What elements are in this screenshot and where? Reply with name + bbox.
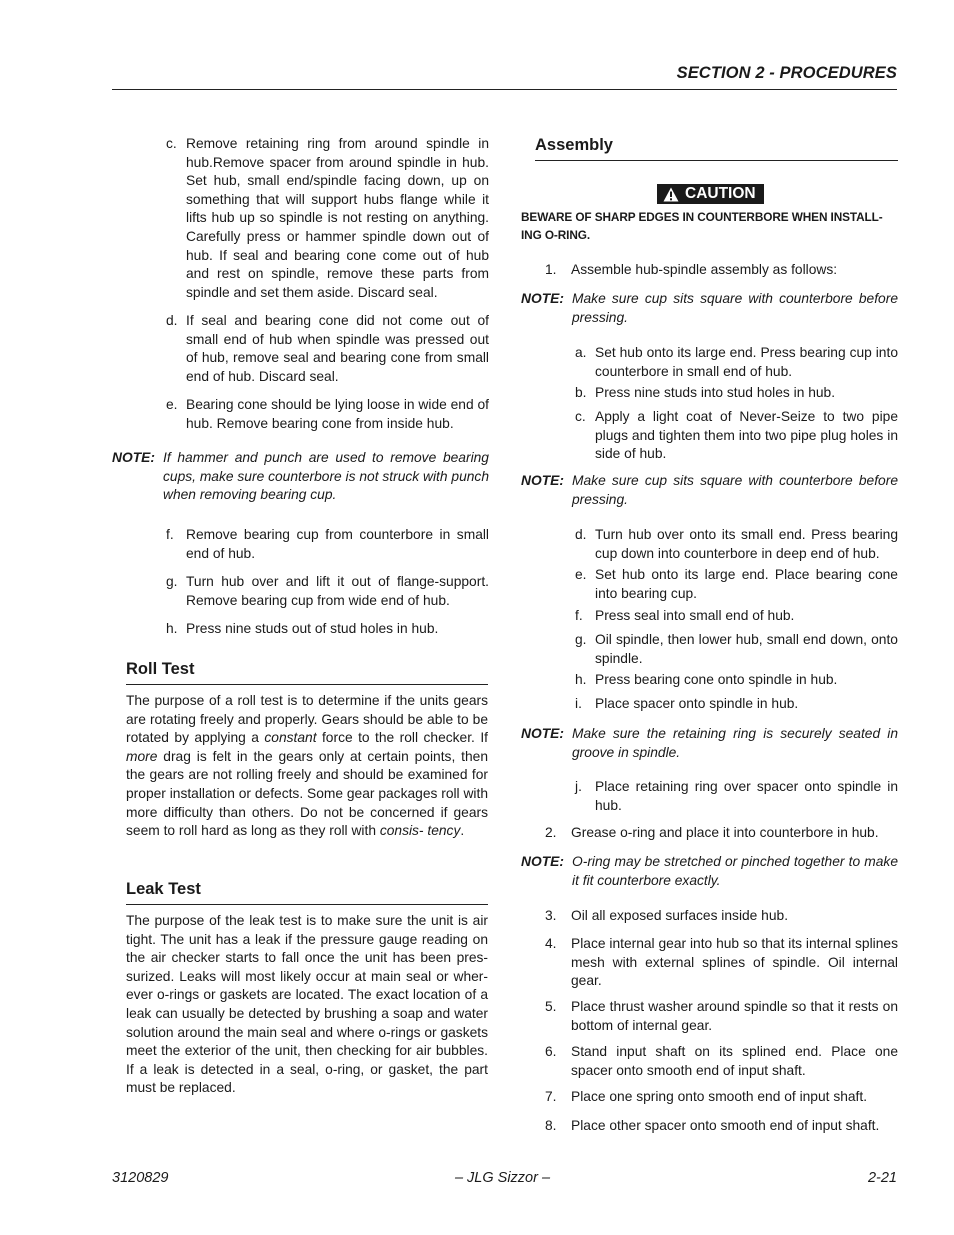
list-item [575,408,898,464]
list-text: Turn hub over onto its small end. Press bearing cup down into counterbore in deep end of hub. [595,527,898,561]
list-item [575,526,898,563]
list-item [166,526,489,563]
list-item [545,935,898,991]
list-marker: 7. [545,1089,557,1104]
list-item [545,1117,898,1136]
list-item [575,695,898,714]
roll-test-heading: Roll Test [126,660,488,685]
list-text: Stand input shaft on its splined end. Place one spacer onto smooth end of input shaft. [571,1044,898,1078]
assembly-heading: Assembly [535,136,898,161]
note [521,725,898,762]
list-marker: f. [575,608,583,623]
note [112,449,489,505]
warning-triangle-icon [663,187,679,202]
note [521,853,898,890]
list-text: Place one spring onto smooth end of input shaft. [571,1089,868,1104]
list-item [545,1043,898,1080]
list-item [545,261,898,280]
list-text: Place retaining ring over spacer onto spindle in hub. [595,779,898,813]
list-text: Place other spacer onto smooth end of input shaft. [571,1118,880,1133]
list-item [166,620,489,639]
list-marker: 8. [545,1118,557,1133]
note-text: Make sure the retaining ring is securely seated in groove in spindle. [572,726,898,760]
roll-test-text-3: drag is felt in the gears only at certain points, then the gears are not rolling freely and should be examined for proper installation or defects. Some gear packages roll with more difficulty than others. Do not be concerned if gears seem to roll hard as long as they roll with [126,748,488,839]
list-marker: c. [575,409,586,424]
list-marker: e. [166,397,178,412]
list-item [575,671,898,690]
note-label: NOTE: [521,473,564,488]
roll-test-text-2: force to the roll checker. If [316,730,488,746]
list-item [575,631,898,668]
list-item [575,566,898,603]
list-item [166,573,489,610]
list-marker: g. [575,632,587,647]
list-text: Oil spindle, then lower hub, small end down, onto spindle. [595,632,898,666]
roll-test-paragraph [126,692,488,841]
note-label: NOTE: [521,726,564,741]
list-marker: d. [575,527,587,542]
list-text: Press nine studs into stud holes in hub. [595,385,836,400]
list-marker: h. [166,621,178,636]
footer-title: – JLG Sizzor – [454,1170,551,1186]
list-text: If seal and bearing cone did not come out of small end of hub when spindle was pressed out of hub, remove seal and bearing cone from small end of hub. Discard seal. [186,313,489,384]
list-text: Place spacer onto spindle in hub. [595,696,799,711]
leak-test-heading: Leak Test [126,880,488,905]
caution-label: CAUTION [685,185,756,202]
note-label: NOTE: [521,854,564,869]
list-text: Turn hub over and lift it out of flange-support. Remove bearing cup from wide end of hub. [186,574,489,608]
list-text: Press bearing cone onto spindle in hub. [595,672,838,687]
footer-doc-number: 3120829 [112,1170,169,1186]
list-text: Set hub onto its large end. Press bearing cup into counterbore in small end of hub. [595,345,898,379]
list-text: Oil all exposed surfaces inside hub. [571,908,789,923]
roll-test-emphasis-2: more [126,748,158,764]
note-label: NOTE: [521,291,564,306]
list-item [545,824,898,843]
list-item [166,135,489,302]
roll-test-emphasis-3: consis- tency [379,823,461,839]
list-text: Grease o-ring and place it into counterbore in hub. [571,825,879,840]
caution-badge [657,184,764,204]
list-item [575,384,898,403]
note-label: NOTE: [112,450,155,465]
list-item [545,998,898,1035]
list-text: Set hub onto its large end. Place bearing cone into bearing cup. [595,567,898,601]
list-marker: j. [575,779,582,794]
list-text: Press seal into small end of hub. [595,608,795,623]
list-marker: 4. [545,936,557,951]
list-text: Bearing cone should be lying loose in wide end of hub. Remove bearing cone from inside hub. [186,397,489,431]
list-text: Apply a light coat of Never-Seize to two pipe plugs and tighten them into two pipe plug holes in side of hub. [595,409,898,462]
list-marker: e. [575,567,587,582]
list-item [575,344,898,381]
list-marker: 2. [545,825,557,840]
list-text: Place internal gear into hub so that its internal splines mesh with external splines of spindle. Oil internal gear. [571,936,898,989]
leak-test-paragraph: The purpose of the leak test is to make sure the unit is air tight. The unit has a leak if the pressure gauge reading on the air checker starts to fall once the unit has been pres- surized. Leaks will most likely occur at main seal or wher- ever o-rings or gaskets are located. The exact location of a leak can usually be detected by brushing a soap and water solution around the main seal and where o-rings or gaskets meet the exterior of the unit, then checking for air bubbles. If a leak is detected in a seal, o-ring, or gasket, the part must be replaced. [126,913,488,1096]
list-marker: g. [166,574,178,589]
note-text: Make sure cup sits square with counterbore before pressing. [572,473,898,507]
list-text: Remove bearing cup from counterbore in small end of hub. [186,527,489,561]
note [521,472,898,509]
note-text: O-ring may be stretched or pinched together to make it fit counterbore exactly. [572,854,898,888]
list-item [166,396,489,433]
list-marker: 5. [545,999,557,1014]
list-marker: c. [166,136,177,151]
list-marker: b. [575,385,587,400]
list-text: Remove retaining ring from around spindle in hub.Remove spacer from around spindle in hub. Set hub, small end/spindle facing down, up on something that will support hubs flange while it lifts hub up so spindle is not resting on anything. Carefully press or hammer spindle down out of hub. If seal and bearing cone come out of hub and rest on spindle, remove these parts from spindle and set them aside. Discard seal. [186,136,489,300]
note [521,290,898,327]
list-marker: 6. [545,1044,557,1059]
list-item [166,312,489,386]
list-marker: 3. [545,908,557,923]
list-text: Place thrust washer around spindle so that it rests on bottom of internal gear. [571,999,898,1033]
footer-page-number: 2-21 [867,1170,897,1186]
warning-text: BEWARE OF SHARP EDGES IN COUNTERBORE WHEN INSTALL- ING O-RING. [521,210,883,242]
list-marker: d. [166,313,178,328]
list-text: Assemble hub-spindle assembly as follows: [571,262,838,277]
list-item [575,778,898,815]
section-header: SECTION 2 - PROCEDURES [676,64,897,82]
list-marker: 1. [545,262,557,277]
list-marker: h. [575,672,587,687]
list-item [545,1088,898,1107]
list-marker: f. [166,527,174,542]
note-text: If hammer and punch are used to remove bearing cups, make sure counterbore is not struck with punch when removing bearing cup. [163,450,489,503]
list-item [545,907,898,926]
note-text: Make sure cup sits square with counterbore before pressing. [572,291,898,325]
header-rule [112,89,897,90]
roll-test-emphasis-1: constant [264,730,317,746]
roll-test-text-4: . [460,823,465,839]
list-item [575,607,898,626]
list-text: Press nine studs out of stud holes in hub. [186,621,439,636]
roll-test-text-1: The purpose of a roll test is to determine if the units gears are rotating freely and properly. Gears should be able to be rotated by applying a [126,693,488,746]
list-marker: a. [575,345,587,360]
list-marker: i. [575,696,582,711]
